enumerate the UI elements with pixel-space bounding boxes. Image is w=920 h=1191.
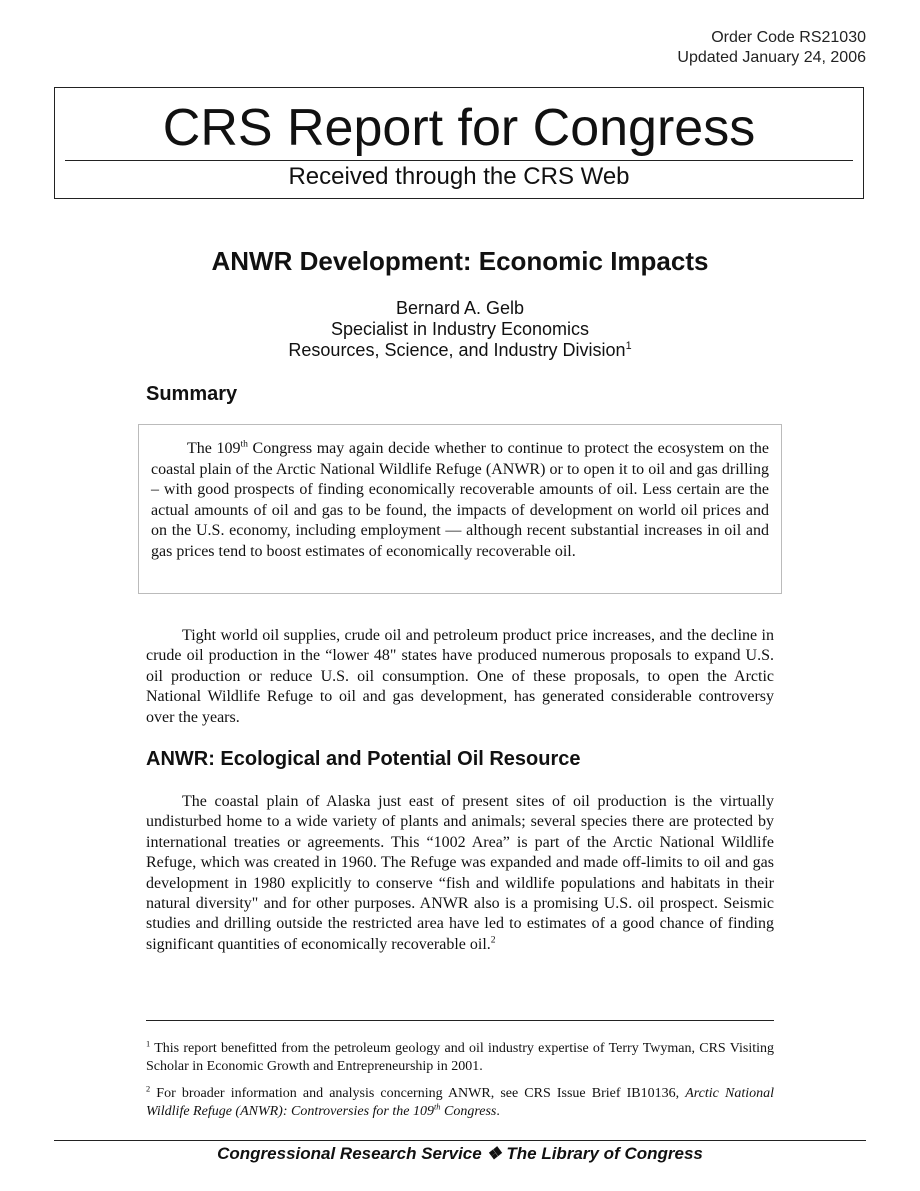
section-paragraph <box>146 792 774 955</box>
author-block <box>0 298 920 361</box>
page-footer: Congressional Research Service ❖ The Library of Congress <box>217 1144 703 1163</box>
banner-divider <box>65 160 853 161</box>
order-code: Order Code RS21030 <box>711 29 866 46</box>
footnote-text-2: For broader information and analysis concerning ANWR, see CRS Issue Brief IB10136, <box>156 1086 686 1101</box>
footnote-text-1: This report benefitted from the petroleum geology and oil industry expertise of Terry Twyman, CRS Visiting Scholar in Economic Growth and Entrepreneurship in 2001. <box>146 1041 774 1074</box>
footnote-1 <box>146 1040 774 1076</box>
summary-ordinal: th <box>240 438 248 450</box>
summary-text <box>151 439 769 562</box>
footnote-2 <box>146 1085 774 1121</box>
updated-date: Updated January 24, 2006 <box>677 49 866 66</box>
summary-heading: Summary <box>146 383 238 405</box>
citation-period: . <box>496 1104 500 1119</box>
section-paragraph-text: The coastal plain of Alaska just east of present sites of oil production is the virtually undisturbed home to a wide variety of plants and animals; several species there are protected by international treaties or agreements. This “1002 Area” is part of the Arctic National Wildlife Refuge, which was created in 1960. The Refuge was expanded and made off-limits to oil and gas development in 1980 explicitly to conserve “fish and wildlife populations and habitats in their natural diversity" and for other purposes. ANWR also is a promising U.S. oil prospect. Seismic studies and drilling outside the restricted area have led to estimates of a good chance of finding significant quantities of economically recoverable oil. <box>146 793 774 953</box>
order-info <box>677 28 866 68</box>
summary-text-rest: Congress may again decide whether to continue to protect the ecosystem on the coastal plain of the Arctic National Wildlife Refuge (ANWR) or to open it to oil and gas drilling – with good prospects of finding economically recoverable amounts of oil. Less certain are the actual amounts of oil and gas to be found, the impacts of development on world oil prices and on the U.S. economy, including employment — although recent substantial increases in oil and gas prices tend to boost estimates of economically recoverable oil. <box>151 440 769 560</box>
citation-ordinal: th <box>433 1102 441 1112</box>
banner-title: CRS Report for Congress <box>162 99 756 157</box>
report-title: ANWR Development: Economic Impacts <box>211 246 709 276</box>
author-division <box>0 340 920 361</box>
footnote-number-2: 2 <box>146 1084 151 1094</box>
banner-subtitle: Received through the CRS Web <box>288 163 630 190</box>
footnote-divider <box>146 1020 774 1021</box>
footnote-ref-1: 1 <box>625 340 632 352</box>
author-position: Specialist in Industry Economics <box>330 319 590 339</box>
citation-title: Arctic National Wildlife Refuge (ANWR): Controversies for the 109 <box>146 1086 774 1119</box>
citation-title-end: Congress <box>440 1104 497 1119</box>
footnote-number-1: 1 <box>146 1039 151 1049</box>
summary-box <box>138 424 782 594</box>
report-banner <box>54 87 864 199</box>
summary-text-start: The 109 <box>187 440 241 457</box>
intro-paragraph: Tight world oil supplies, crude oil and petroleum product price increases, and the decline in crude oil production in the “lower 48" states have produced numerous proposals to expand U.S. oil production or reduce U.S. oil consumption. One of these proposals, to open the Arctic National Wildlife Refuge to oil and gas development, has generated considerable controversy over the years. <box>146 627 774 726</box>
section-heading: ANWR: Ecological and Potential Oil Resource <box>146 748 581 770</box>
author-name: Bernard A. Gelb <box>395 298 525 318</box>
division-text: Resources, Science, and Industry Division <box>288 340 626 360</box>
footnote-ref-2: 2 <box>490 934 496 946</box>
page-footer-divider <box>54 1140 866 1141</box>
